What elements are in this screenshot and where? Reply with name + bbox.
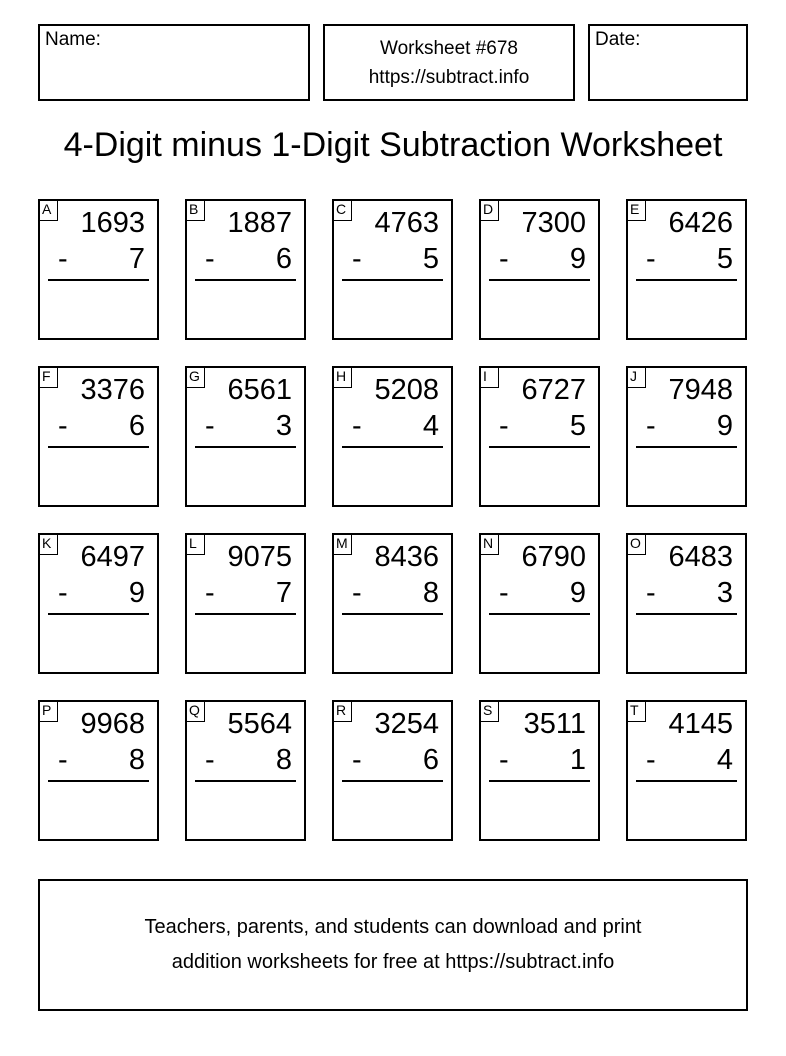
minus-sign: - [58, 577, 68, 609]
problem-card [38, 366, 159, 507]
subtrahend: 8 [128, 744, 145, 776]
minus-sign: - [499, 744, 509, 776]
subtrahend: 8 [422, 577, 439, 609]
subtrahend: 5 [569, 410, 586, 442]
minuend: 6426 [668, 207, 733, 239]
minus-sign: - [646, 243, 656, 275]
footer-box [38, 879, 748, 1011]
minus-sign: - [352, 577, 362, 609]
problem-card [332, 533, 453, 674]
answer-line [195, 279, 296, 281]
answer-line [48, 446, 149, 448]
subtrahend: 3 [275, 410, 292, 442]
date-field-box[interactable] [588, 24, 748, 101]
problem-letter: C [332, 199, 352, 221]
subtrahend: 7 [275, 577, 292, 609]
subtrahend: 9 [569, 243, 586, 275]
answer-line [48, 780, 149, 782]
worksheet-number: Worksheet #678 [379, 38, 518, 59]
minuend: 6497 [80, 541, 145, 573]
problem-letter: P [38, 700, 58, 722]
minuend: 3511 [523, 708, 586, 740]
answer-line [195, 446, 296, 448]
footer-line-2: addition worksheets for free at https://subtract.info [171, 951, 615, 973]
minus-sign: - [205, 744, 215, 776]
problem-card [626, 700, 747, 841]
minuend: 6727 [521, 374, 586, 406]
problem-letter: A [38, 199, 58, 221]
subtrahend: 4 [422, 410, 439, 442]
problem-card [185, 700, 306, 841]
minuend: 9968 [80, 708, 145, 740]
problem-letter: N [479, 533, 499, 555]
problem-card [332, 700, 453, 841]
minus-sign: - [58, 744, 68, 776]
answer-line [636, 613, 737, 615]
page-title: 4-Digit minus 1-Digit Subtraction Worksheet [63, 126, 723, 164]
answer-line [195, 780, 296, 782]
subtrahend: 4 [716, 744, 733, 776]
minuend: 5564 [227, 708, 292, 740]
problem-letter: O [626, 533, 646, 555]
problem-letter: F [38, 366, 58, 388]
answer-line [48, 613, 149, 615]
minuend: 3376 [80, 374, 145, 406]
problem-letter: R [332, 700, 352, 722]
subtrahend: 1 [569, 744, 586, 776]
minus-sign: - [205, 577, 215, 609]
problem-letter: K [38, 533, 58, 555]
minus-sign: - [352, 243, 362, 275]
problem-card [479, 533, 600, 674]
subtrahend: 8 [275, 744, 292, 776]
problem-letter: M [332, 533, 352, 555]
subtrahend: 6 [128, 410, 145, 442]
answer-line [195, 613, 296, 615]
problem-letter: H [332, 366, 352, 388]
answer-line [342, 780, 443, 782]
minus-sign: - [205, 410, 215, 442]
problem-letter: D [479, 199, 499, 221]
minus-sign: - [499, 577, 509, 609]
problem-card [626, 533, 747, 674]
minuend: 5208 [374, 374, 439, 406]
problem-card [185, 199, 306, 340]
problem-letter: L [185, 533, 205, 555]
answer-line [636, 279, 737, 281]
answer-line [342, 613, 443, 615]
subtrahend: 9 [128, 577, 145, 609]
minus-sign: - [499, 410, 509, 442]
problem-card [38, 199, 159, 340]
subtrahend: 5 [716, 243, 733, 275]
problem-card [626, 199, 747, 340]
subtrahend: 5 [422, 243, 439, 275]
minuend: 6483 [668, 541, 733, 573]
name-field-box[interactable] [38, 24, 310, 101]
problem-card [38, 533, 159, 674]
minuend: 7948 [668, 374, 733, 406]
minus-sign: - [352, 744, 362, 776]
problem-letter: T [626, 700, 646, 722]
problem-letter: J [626, 366, 646, 388]
answer-line [489, 613, 590, 615]
subtrahend: 6 [275, 243, 292, 275]
problem-card [479, 199, 600, 340]
problem-card [332, 199, 453, 340]
minuend: 8436 [374, 541, 439, 573]
worksheet-url: https://subtract.info [368, 67, 530, 88]
minuend: 3254 [374, 708, 439, 740]
problem-card [332, 366, 453, 507]
minuend: 6561 [227, 374, 292, 406]
problem-card [185, 533, 306, 674]
problem-letter: G [185, 366, 205, 388]
name-label: Name: [45, 29, 101, 50]
minuend: 4145 [668, 708, 733, 740]
problem-card [38, 700, 159, 841]
subtrahend: 3 [716, 577, 733, 609]
minuend: 9075 [227, 541, 292, 573]
minus-sign: - [58, 410, 68, 442]
subtrahend: 9 [569, 577, 586, 609]
minuend: 1693 [80, 207, 145, 239]
problem-letter: E [626, 199, 646, 221]
minus-sign: - [352, 410, 362, 442]
minus-sign: - [205, 243, 215, 275]
minuend: 4763 [374, 207, 439, 239]
minuend: 7300 [521, 207, 586, 239]
minus-sign: - [499, 243, 509, 275]
problem-card [479, 700, 600, 841]
minus-sign: - [646, 410, 656, 442]
minus-sign: - [646, 577, 656, 609]
answer-line [489, 780, 590, 782]
minus-sign: - [646, 744, 656, 776]
problem-card [185, 366, 306, 507]
answer-line [636, 780, 737, 782]
answer-line [342, 279, 443, 281]
date-label: Date: [595, 29, 641, 50]
footer-line-1: Teachers, parents, and students can download and print [144, 916, 642, 938]
minus-sign: - [58, 243, 68, 275]
problem-card [626, 366, 747, 507]
answer-line [48, 279, 149, 281]
answer-line [489, 279, 590, 281]
problem-letter: S [479, 700, 499, 722]
answer-line [636, 446, 737, 448]
minuend: 6790 [521, 541, 586, 573]
answer-line [342, 446, 443, 448]
problem-letter: Q [185, 700, 205, 722]
subtrahend: 7 [128, 243, 145, 275]
worksheet-info-box [323, 24, 575, 101]
problem-letter: I [479, 366, 499, 388]
problem-letter: B [185, 199, 205, 221]
subtrahend: 9 [716, 410, 733, 442]
problem-card [479, 366, 600, 507]
answer-line [489, 446, 590, 448]
minuend: 1887 [227, 207, 292, 239]
subtrahend: 6 [422, 744, 439, 776]
